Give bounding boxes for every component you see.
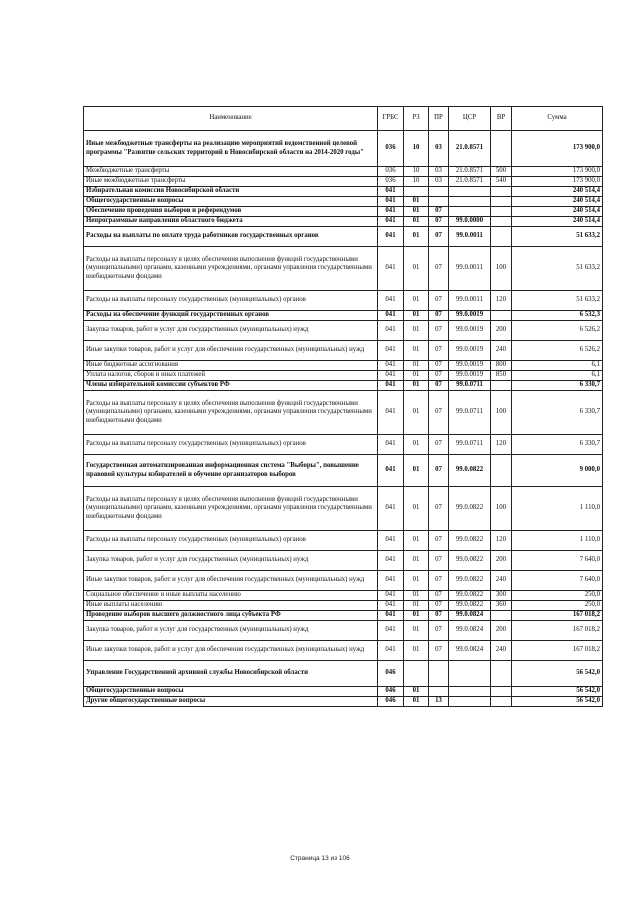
cell-sum: 1 110,0 [512, 531, 603, 551]
cell-vr: 200 [491, 321, 512, 341]
cell-csr: 99.0.0822 [449, 455, 491, 487]
cell-grbs: 046 [378, 697, 404, 707]
cell-vr [491, 227, 512, 247]
cell-name: Другие общегосударственные вопросы [84, 697, 378, 707]
cell-csr: 99.0.0019 [449, 341, 491, 361]
cell-pr: 03 [429, 131, 449, 167]
cell-rz: 01 [404, 391, 429, 435]
page-number: Страница 13 из 106 [290, 855, 350, 862]
cell-csr: 99.0.0822 [449, 531, 491, 551]
cell-sum: 1 110,0 [512, 487, 603, 531]
table-row [84, 591, 603, 601]
cell-name: Иные бюджетные ассигнования [84, 361, 378, 371]
cell-vr: 120 [491, 435, 512, 455]
cell-grbs: 041 [378, 311, 404, 321]
cell-vr: 120 [491, 531, 512, 551]
cell-name: Общегосударственные вопросы [84, 687, 378, 697]
cell-name: Иные закупки товаров, работ и услуг для обеспечения государственных (муниципальных) нужд [84, 641, 378, 661]
cell-pr: 07 [429, 551, 449, 571]
cell-name: Иные межбюджетные трансферты [84, 177, 378, 187]
cell-csr: 99.0.0822 [449, 551, 491, 571]
cell-csr: 99.0.0019 [449, 311, 491, 321]
cell-csr: 21.0.8571 [449, 131, 491, 167]
cell-sum: 240 514,4 [512, 217, 603, 227]
cell-rz: 01 [404, 311, 429, 321]
cell-name: Расходы на выплаты персоналу в целях обеспечения выполнения функций государственными (муниципальными) органами, казенными учреждениями, органами управления государственными внебюджетными фондами [84, 487, 378, 531]
cell-sum: 7 640,0 [512, 551, 603, 571]
cell-grbs: 036 [378, 131, 404, 167]
cell-sum: 9 000,0 [512, 455, 603, 487]
cell-grbs: 041 [378, 321, 404, 341]
cell-vr: 800 [491, 361, 512, 371]
cell-sum: 51 633,2 [512, 291, 603, 311]
cell-csr: 99.0.0711 [449, 435, 491, 455]
cell-sum: 167 018,2 [512, 641, 603, 661]
cell-sum: 51 633,2 [512, 247, 603, 291]
cell-csr: 21.0.8571 [449, 167, 491, 177]
cell-rz: 10 [404, 177, 429, 187]
cell-grbs: 036 [378, 167, 404, 177]
cell-csr [449, 207, 491, 217]
cell-sum: 6 330,7 [512, 435, 603, 455]
cell-csr: 99.0.0822 [449, 591, 491, 601]
cell-vr: 100 [491, 487, 512, 531]
cell-vr [491, 687, 512, 697]
cell-pr: 07 [429, 621, 449, 641]
table-row [84, 321, 603, 341]
cell-sum: 167 018,2 [512, 611, 603, 621]
cell-name: Иные закупки товаров, работ и услуг для обеспечения государственных (муниципальных) нужд [84, 571, 378, 591]
cell-grbs: 041 [378, 187, 404, 197]
table-row [84, 435, 603, 455]
cell-rz: 01 [404, 381, 429, 391]
table-row [84, 697, 603, 707]
cell-pr [429, 197, 449, 207]
cell-rz: 01 [404, 247, 429, 291]
cell-name: Расходы на выплаты по оплате труда работников государственных органов [84, 227, 378, 247]
cell-grbs: 041 [378, 207, 404, 217]
cell-name: Расходы на выплаты персоналу в целях обеспечения выполнения функций государственными (муниципальными) органами, казенными учреждениями, органами управления государственными внебюджетными фондами [84, 391, 378, 435]
cell-vr [491, 197, 512, 207]
table-row [84, 247, 603, 291]
cell-pr: 07 [429, 531, 449, 551]
cell-name: Иные межбюджетные трансферты на реализацию мероприятий ведомственной целевой программы "Развитие сельских территорий в Новосибирской области на 2014-2020 годы" [84, 131, 378, 167]
cell-pr: 07 [429, 361, 449, 371]
cell-vr [491, 131, 512, 167]
cell-grbs: 041 [378, 247, 404, 291]
cell-csr [449, 697, 491, 707]
table-row [84, 131, 603, 167]
cell-name: Государственная автоматизированная информационная система "Выборы", повышение правовой культуры избирателей и обучение организаторов выборов [84, 455, 378, 487]
cell-grbs: 041 [378, 381, 404, 391]
cell-grbs: 041 [378, 291, 404, 311]
cell-name: Расходы на выплаты персоналу государственных (муниципальных) органов [84, 435, 378, 455]
cell-rz: 01 [404, 571, 429, 591]
cell-csr [449, 197, 491, 207]
cell-grbs: 046 [378, 687, 404, 697]
header-grbs: ГРБС [378, 107, 404, 131]
cell-csr: 99.0.0000 [449, 217, 491, 227]
cell-rz: 01 [404, 197, 429, 207]
cell-grbs: 041 [378, 227, 404, 247]
cell-rz: 01 [404, 455, 429, 487]
cell-name: Иные закупки товаров, работ и услуг для обеспечения государственных (муниципальных) нужд [84, 341, 378, 361]
cell-rz [404, 661, 429, 687]
cell-pr: 07 [429, 371, 449, 381]
cell-pr: 07 [429, 311, 449, 321]
table-row [84, 207, 603, 217]
cell-rz: 01 [404, 207, 429, 217]
cell-sum: 240 514,4 [512, 187, 603, 197]
cell-sum: 6,1 [512, 371, 603, 381]
cell-vr [491, 661, 512, 687]
table-header-row [84, 107, 603, 131]
cell-name: Проведение выборов высшего должностного лица субъекта РФ [84, 611, 378, 621]
cell-rz: 01 [404, 341, 429, 361]
cell-rz: 01 [404, 687, 429, 697]
cell-vr [491, 455, 512, 487]
cell-csr: 21.0.8571 [449, 177, 491, 187]
cell-rz: 01 [404, 371, 429, 381]
cell-vr: 540 [491, 177, 512, 187]
cell-rz: 01 [404, 487, 429, 531]
cell-rz: 01 [404, 321, 429, 341]
budget-table [83, 106, 603, 707]
cell-pr: 03 [429, 177, 449, 187]
cell-csr: 99.0.0019 [449, 371, 491, 381]
cell-grbs: 041 [378, 341, 404, 361]
table-row [84, 661, 603, 687]
cell-name: Избирательная комиссия Новосибирской области [84, 187, 378, 197]
cell-pr: 07 [429, 487, 449, 531]
cell-csr: 99.0.0019 [449, 361, 491, 371]
header-vr: ВР [491, 107, 512, 131]
table-row [84, 187, 603, 197]
cell-vr: 240 [491, 641, 512, 661]
cell-csr: 99.0.0822 [449, 571, 491, 591]
cell-name: Расходы на выплаты персоналу государственных (муниципальных) органов [84, 291, 378, 311]
cell-grbs: 036 [378, 177, 404, 187]
cell-vr [491, 207, 512, 217]
cell-rz [404, 187, 429, 197]
cell-pr: 07 [429, 291, 449, 311]
cell-pr [429, 687, 449, 697]
cell-rz: 01 [404, 697, 429, 707]
table-row [84, 381, 603, 391]
cell-pr: 07 [429, 247, 449, 291]
cell-csr: 99.0.0824 [449, 611, 491, 621]
cell-vr: 500 [491, 167, 512, 177]
cell-grbs: 041 [378, 371, 404, 381]
cell-grbs: 041 [378, 621, 404, 641]
table-row [84, 371, 603, 381]
header-name: Наименование [84, 107, 378, 131]
cell-grbs: 041 [378, 435, 404, 455]
table-row [84, 611, 603, 621]
cell-sum: 240 514,4 [512, 207, 603, 217]
header-sum: Сумма [512, 107, 603, 131]
cell-rz: 01 [404, 361, 429, 371]
table-row [84, 551, 603, 571]
cell-name: Расходы на выплаты персоналу в целях обеспечения выполнения функций государственными (муниципальными) органами, казенными учреждениями, органами управления государственными внебюджетными фондами [84, 247, 378, 291]
table-body [84, 131, 603, 707]
cell-name: Закупка товаров, работ и услуг для государственных (муниципальных) нужд [84, 621, 378, 641]
cell-rz: 01 [404, 291, 429, 311]
cell-name: Члены избирательной комиссии субъектов РФ [84, 381, 378, 391]
cell-name: Управление Государственной архивной службы Новосибирской области [84, 661, 378, 687]
table-row [84, 455, 603, 487]
table-row [84, 361, 603, 371]
table-row [84, 341, 603, 361]
cell-sum: 6 526,2 [512, 321, 603, 341]
cell-csr: 99.0.0824 [449, 621, 491, 641]
cell-grbs: 041 [378, 391, 404, 435]
cell-csr [449, 687, 491, 697]
cell-pr: 07 [429, 381, 449, 391]
cell-pr: 07 [429, 611, 449, 621]
cell-sum: 56 542,0 [512, 697, 603, 707]
cell-rz: 01 [404, 551, 429, 571]
cell-rz: 01 [404, 531, 429, 551]
cell-pr: 07 [429, 217, 449, 227]
cell-name: Закупка товаров, работ и услуг для государственных (муниципальных) нужд [84, 551, 378, 571]
cell-name: Непрограммные направления областного бюджета [84, 217, 378, 227]
cell-grbs: 041 [378, 361, 404, 371]
table-row [84, 227, 603, 247]
cell-sum: 56 542,0 [512, 661, 603, 687]
cell-grbs: 041 [378, 591, 404, 601]
cell-pr: 07 [429, 641, 449, 661]
cell-name: Расходы на выплаты персоналу государственных (муниципальных) органов [84, 531, 378, 551]
cell-sum: 173 900,0 [512, 177, 603, 187]
cell-pr: 07 [429, 435, 449, 455]
cell-sum: 51 633,2 [512, 227, 603, 247]
cell-vr [491, 217, 512, 227]
cell-grbs: 041 [378, 611, 404, 621]
cell-csr: 99.0.0711 [449, 381, 491, 391]
cell-vr: 240 [491, 341, 512, 361]
cell-vr: 360 [491, 601, 512, 611]
cell-name: Уплата налогов, сборов и иных платежей [84, 371, 378, 381]
cell-rz: 01 [404, 601, 429, 611]
cell-vr: 100 [491, 391, 512, 435]
cell-grbs: 041 [378, 551, 404, 571]
cell-vr: 200 [491, 551, 512, 571]
cell-csr: 99.0.0711 [449, 391, 491, 435]
cell-pr: 07 [429, 391, 449, 435]
header-pr: ПР [429, 107, 449, 131]
cell-pr: 07 [429, 207, 449, 217]
table-row [84, 687, 603, 697]
cell-vr [491, 187, 512, 197]
cell-grbs: 041 [378, 487, 404, 531]
cell-csr: 99.0.0011 [449, 227, 491, 247]
table-row [84, 167, 603, 177]
cell-csr: 99.0.0011 [449, 247, 491, 291]
cell-sum: 6 526,2 [512, 341, 603, 361]
cell-csr: 99.0.0011 [449, 291, 491, 311]
cell-sum: 6 532,3 [512, 311, 603, 321]
cell-pr: 07 [429, 601, 449, 611]
cell-pr: 07 [429, 455, 449, 487]
cell-sum: 6 330,7 [512, 381, 603, 391]
cell-pr: 07 [429, 341, 449, 361]
cell-grbs: 041 [378, 641, 404, 661]
cell-pr: 13 [429, 697, 449, 707]
cell-rz: 01 [404, 435, 429, 455]
cell-name: Обеспечение проведения выборов и референдумов [84, 207, 378, 217]
cell-pr: 07 [429, 227, 449, 247]
cell-sum: 173 900,0 [512, 167, 603, 177]
cell-vr [491, 381, 512, 391]
table-row [84, 197, 603, 207]
header-csr: ЦСР [449, 107, 491, 131]
cell-rz: 01 [404, 217, 429, 227]
cell-grbs: 041 [378, 571, 404, 591]
table-row [84, 601, 603, 611]
table-row [84, 391, 603, 435]
cell-sum: 173 900,0 [512, 131, 603, 167]
cell-sum: 250,0 [512, 591, 603, 601]
cell-vr [491, 697, 512, 707]
cell-csr: 99.0.0824 [449, 641, 491, 661]
cell-pr: 07 [429, 571, 449, 591]
cell-sum: 240 514,4 [512, 197, 603, 207]
cell-sum: 6 330,7 [512, 391, 603, 435]
table-row [84, 487, 603, 531]
cell-vr: 200 [491, 621, 512, 641]
table-row [84, 531, 603, 551]
cell-grbs: 046 [378, 661, 404, 687]
cell-csr [449, 661, 491, 687]
cell-csr: 99.0.0822 [449, 601, 491, 611]
cell-vr: 850 [491, 371, 512, 381]
cell-sum: 6,1 [512, 361, 603, 371]
cell-name: Межбюджетные трансферты [84, 167, 378, 177]
cell-rz: 01 [404, 641, 429, 661]
cell-sum: 167 018,2 [512, 621, 603, 641]
cell-vr [491, 311, 512, 321]
cell-csr [449, 187, 491, 197]
cell-grbs: 041 [378, 601, 404, 611]
cell-rz: 10 [404, 167, 429, 177]
cell-csr: 99.0.0019 [449, 321, 491, 341]
cell-sum: 250,0 [512, 601, 603, 611]
cell-grbs: 041 [378, 197, 404, 207]
cell-vr: 120 [491, 291, 512, 311]
header-rz: РЗ [404, 107, 429, 131]
cell-vr: 300 [491, 591, 512, 601]
cell-pr [429, 187, 449, 197]
table-row [84, 217, 603, 227]
cell-pr [429, 661, 449, 687]
cell-csr: 99.0.0822 [449, 487, 491, 531]
cell-name: Социальное обеспечение и иные выплаты населению [84, 591, 378, 601]
cell-rz: 01 [404, 621, 429, 641]
cell-grbs: 041 [378, 455, 404, 487]
cell-rz: 01 [404, 227, 429, 247]
cell-rz: 01 [404, 591, 429, 601]
cell-rz: 01 [404, 611, 429, 621]
cell-pr: 03 [429, 167, 449, 177]
table-row [84, 571, 603, 591]
table-row [84, 177, 603, 187]
cell-vr [491, 611, 512, 621]
cell-vr: 100 [491, 247, 512, 291]
cell-name: Иные выплаты населению [84, 601, 378, 611]
table-row [84, 641, 603, 661]
cell-name: Расходы на обеспечение функций государственных органов [84, 311, 378, 321]
table-row [84, 311, 603, 321]
cell-pr: 07 [429, 591, 449, 601]
cell-pr: 07 [429, 321, 449, 341]
cell-name: Закупка товаров, работ и услуг для государственных (муниципальных) нужд [84, 321, 378, 341]
cell-vr: 240 [491, 571, 512, 591]
cell-name: Общегосударственные вопросы [84, 197, 378, 207]
cell-grbs: 041 [378, 531, 404, 551]
table-row [84, 621, 603, 641]
cell-grbs: 041 [378, 217, 404, 227]
cell-sum: 56 542,0 [512, 687, 603, 697]
cell-rz: 10 [404, 131, 429, 167]
cell-sum: 7 640,0 [512, 571, 603, 591]
table-row [84, 291, 603, 311]
